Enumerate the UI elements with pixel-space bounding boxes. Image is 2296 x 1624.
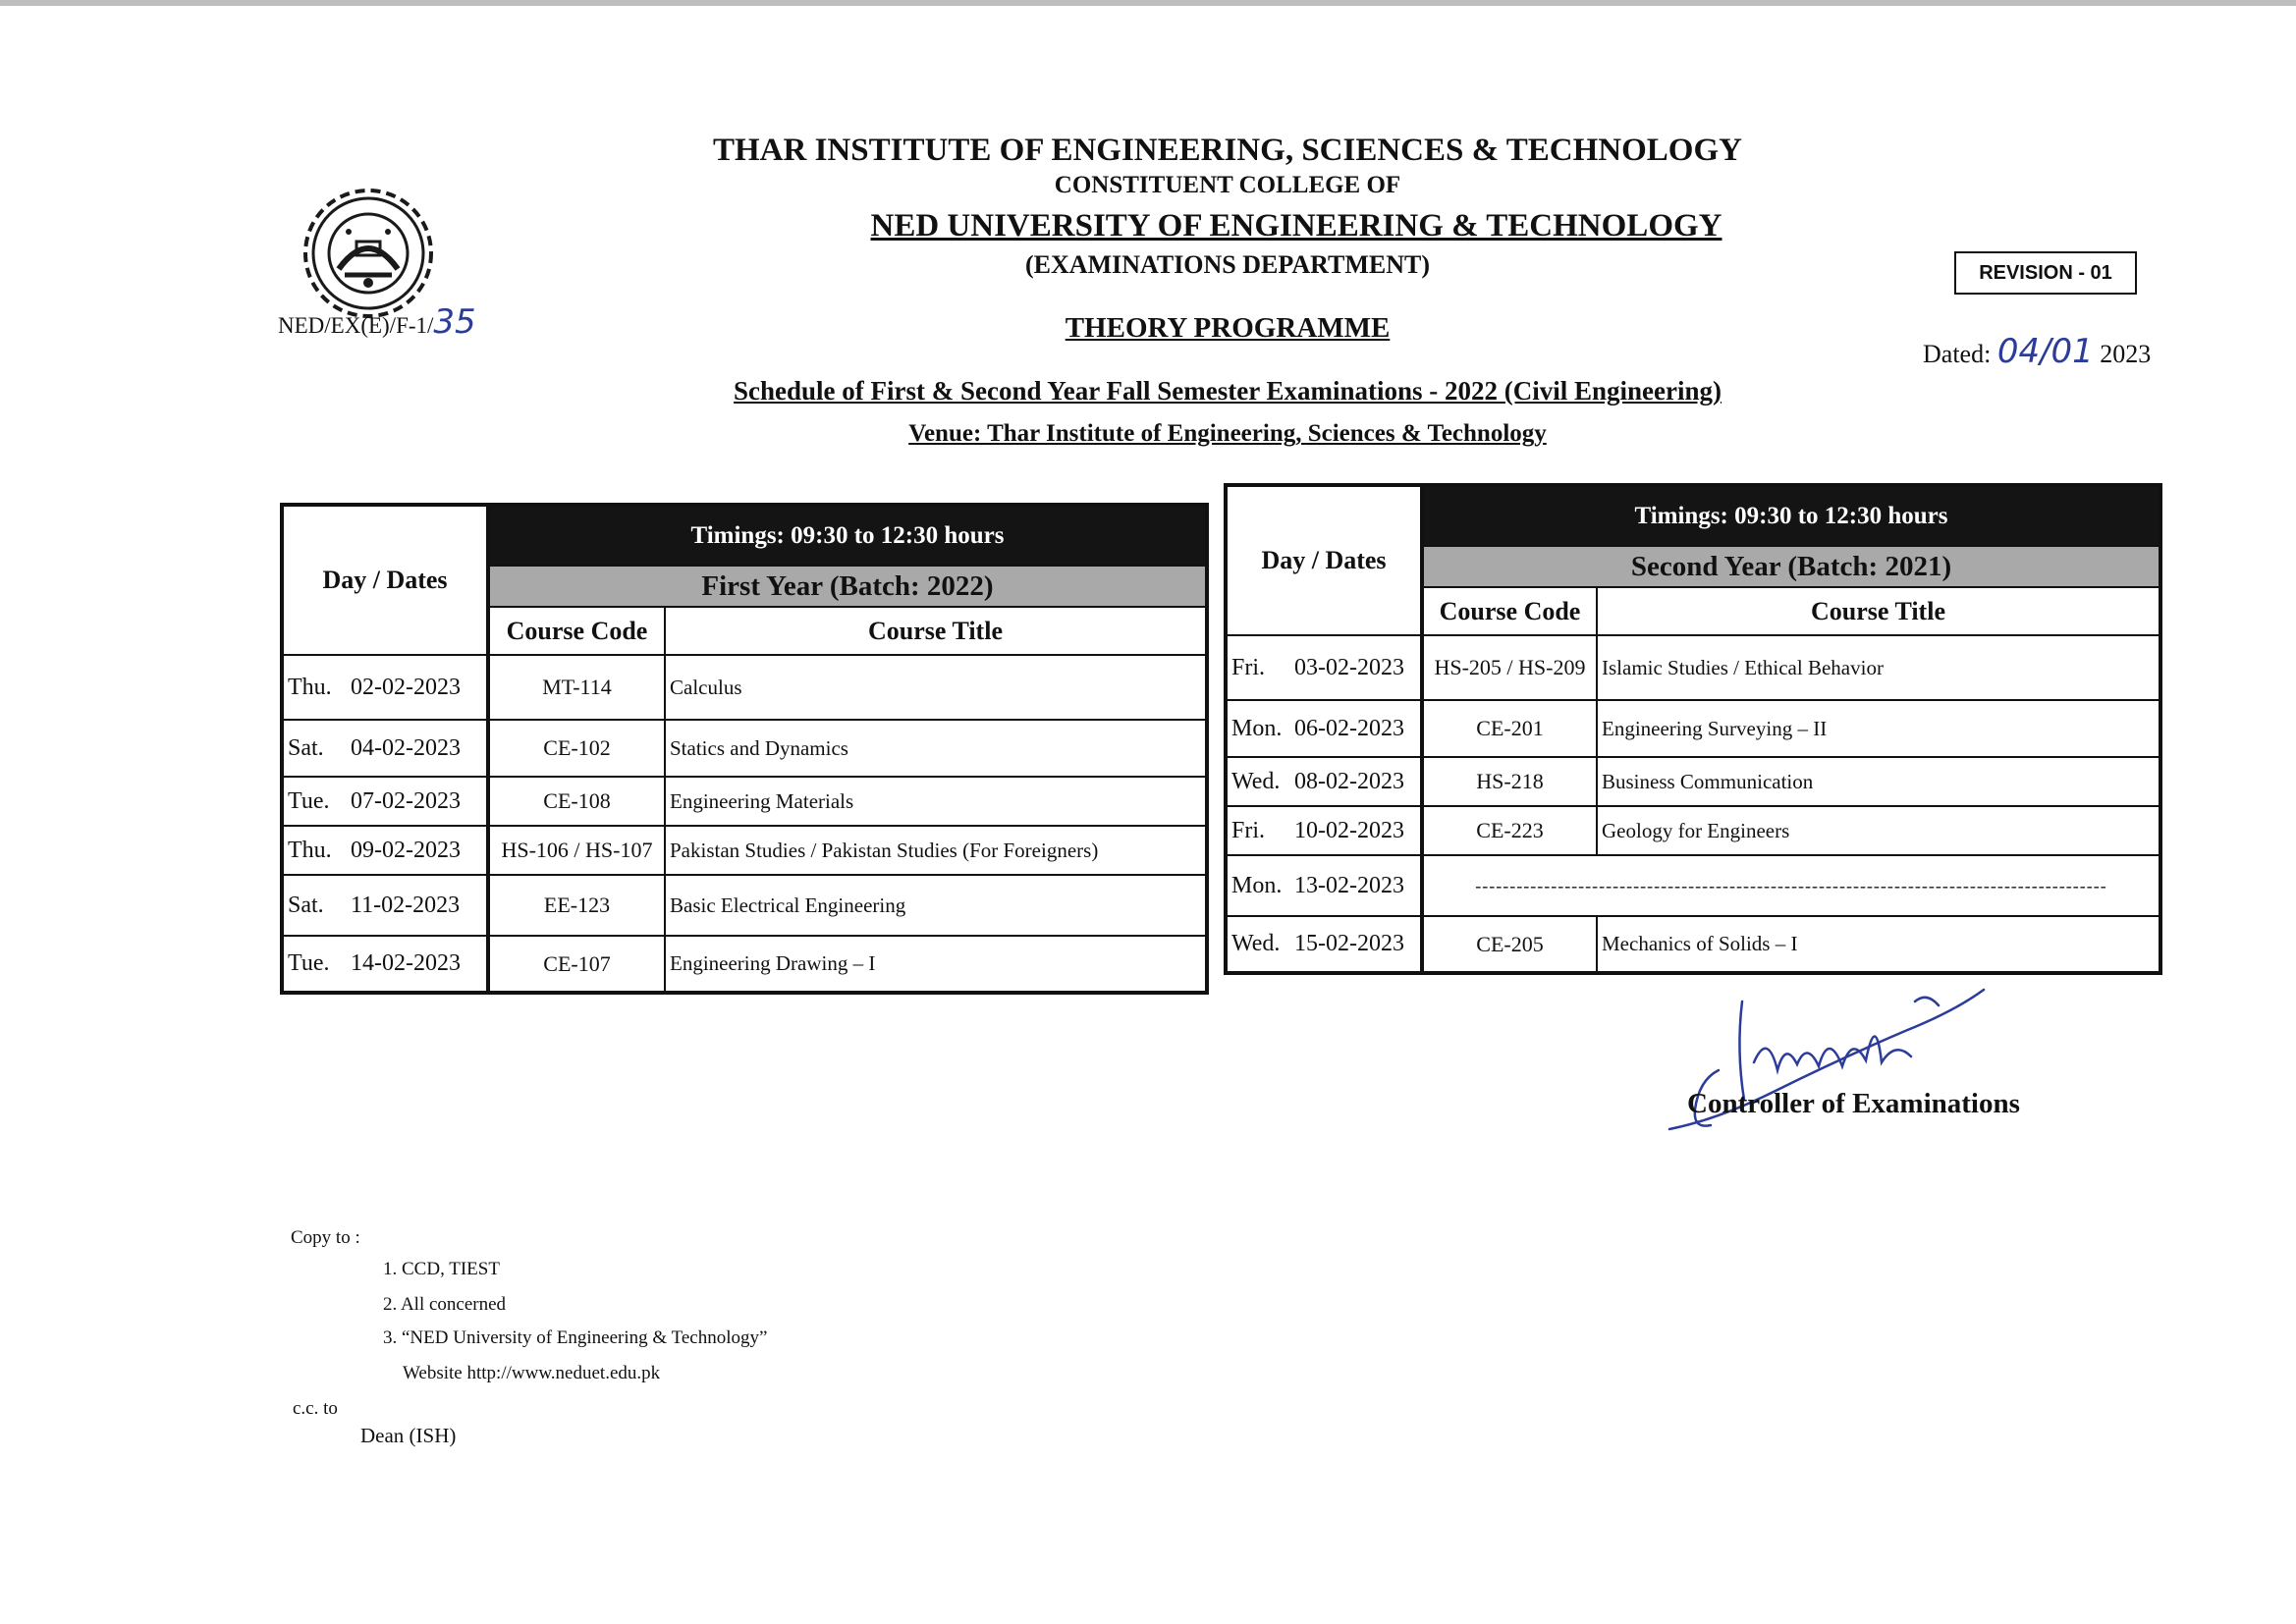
dated-year: 2023 [2100, 340, 2152, 368]
day-date-cell: Fri. 03-02-2023 [1226, 635, 1422, 700]
table-row [282, 777, 1207, 826]
course-code-cell: CE-102 [488, 720, 665, 777]
constituent-label: CONSTITUENT COLLEGE OF [1054, 172, 1401, 198]
course-title-cell: Business Communication [1597, 757, 2160, 806]
no-exam-dashes: -------------------------------------------------------------------------------------------- [1422, 855, 2160, 916]
controller-of-examinations: Controller of Examinations [1687, 1088, 2020, 1119]
day-date-cell: Sat. 11-02-2023 [282, 875, 488, 936]
table-row [282, 655, 1207, 720]
revision-box: REVISION - 01 [1954, 251, 2137, 295]
copy-item: 3. “NED University of Engineering & Technology” [383, 1327, 768, 1348]
copy-to-label: Copy to : [291, 1227, 360, 1248]
course-code-cell: CE-201 [1422, 700, 1597, 757]
day-date-cell: Tue. 14-02-2023 [282, 936, 488, 993]
batch-header: Second Year (Batch: 2021) [1422, 546, 2160, 587]
course-title-cell: Pakistan Studies / Pakistan Studies (For Foreigners) [665, 826, 1207, 875]
course-code-cell: CE-108 [488, 777, 665, 826]
schedule-title: Schedule of First & Second Year Fall Semester Examinations - 2022 (Civil Engineering) [734, 376, 1722, 406]
venue-line: Venue: Thar Institute of Engineering, Sciences & Technology [908, 420, 1547, 447]
table-row [282, 720, 1207, 777]
course-title-cell: Engineering Drawing – I [665, 936, 1207, 993]
table-row [282, 875, 1207, 936]
scan-top-edge [0, 0, 2296, 6]
course-title-cell: Engineering Materials [665, 777, 1207, 826]
dated-label: Dated: [1923, 340, 1992, 368]
course-code-cell: HS-205 / HS-209 [1422, 635, 1597, 700]
course-code-cell: HS-106 / HS-107 [488, 826, 665, 875]
day-date-cell: Sat. 04-02-2023 [282, 720, 488, 777]
form-number-printed: NED/EX(E)/F-1/ [278, 313, 434, 338]
department-name: (EXAMINATIONS DEPARTMENT) [1025, 250, 1430, 279]
course-code-cell: HS-218 [1422, 757, 1597, 806]
copy-item: 2. All concerned [383, 1294, 507, 1315]
course-code-header: Course Code [488, 607, 665, 655]
course-title-cell: Calculus [665, 655, 1207, 720]
table-row [282, 936, 1207, 993]
day-date-cell: Fri. 10-02-2023 [1226, 806, 1422, 855]
course-code-cell: CE-205 [1422, 916, 1597, 973]
course-title-cell: Mechanics of Solids – I [1597, 916, 2160, 973]
table-row [1226, 635, 2160, 700]
course-code-cell: CE-223 [1422, 806, 1597, 855]
second-year-schedule-table [1224, 483, 2162, 975]
institute-name: THAR INSTITUTE OF ENGINEERING, SCIENCES & TECHNOLOGY [713, 133, 1742, 168]
course-title-cell: Islamic Studies / Ethical Behavior [1597, 635, 2160, 700]
day-dates-header: Day / Dates [282, 505, 488, 655]
day-date-cell: Mon. 13-02-2023 [1226, 855, 1422, 916]
course-title-cell: Geology for Engineers [1597, 806, 2160, 855]
dated-line [1923, 332, 2151, 371]
course-title-header: Course Title [665, 607, 1207, 655]
cc-to-label: c.c. to [293, 1398, 338, 1419]
dated-handwritten: 04/01 [1996, 332, 2094, 371]
copy-item: 1. CCD, TIEST [383, 1259, 500, 1279]
day-date-cell: Wed. 08-02-2023 [1226, 757, 1422, 806]
day-date-cell: Mon. 06-02-2023 [1226, 700, 1422, 757]
course-code-cell: EE-123 [488, 875, 665, 936]
first-year-schedule-table [280, 503, 1209, 995]
form-number [278, 302, 476, 342]
day-date-cell: Thu. 02-02-2023 [282, 655, 488, 720]
table-row [1226, 806, 2160, 855]
course-code-cell: CE-107 [488, 936, 665, 993]
course-title-cell: Basic Electrical Engineering [665, 875, 1207, 936]
day-dates-header: Day / Dates [1226, 485, 1422, 635]
programme-title: THEORY PROGRAMME [1065, 312, 1391, 344]
course-title-cell: Engineering Surveying – II [1597, 700, 2160, 757]
university-name: NED UNIVERSITY OF ENGINEERING & TECHNOLOGY [870, 208, 1722, 244]
cc-recipient: Dean (ISH) [360, 1424, 457, 1447]
table-row [282, 826, 1207, 875]
day-date-cell: Thu. 09-02-2023 [282, 826, 488, 875]
form-number-handwritten: 35 [433, 302, 476, 342]
batch-header: First Year (Batch: 2022) [488, 566, 1207, 607]
day-date-cell: Tue. 07-02-2023 [282, 777, 488, 826]
course-title-cell: Statics and Dynamics [665, 720, 1207, 777]
website-line: Website http://www.neduet.edu.pk [403, 1363, 661, 1383]
table-row [1226, 855, 2160, 916]
timing-header: Timings: 09:30 to 12:30 hours [1422, 485, 2160, 546]
table-row [1226, 757, 2160, 806]
course-title-header: Course Title [1597, 587, 2160, 635]
course-code-header: Course Code [1422, 587, 1597, 635]
table-row [1226, 700, 2160, 757]
course-code-cell: MT-114 [488, 655, 665, 720]
day-date-cell: Wed. 15-02-2023 [1226, 916, 1422, 973]
timing-header: Timings: 09:30 to 12:30 hours [488, 505, 1207, 566]
table-row [1226, 916, 2160, 973]
